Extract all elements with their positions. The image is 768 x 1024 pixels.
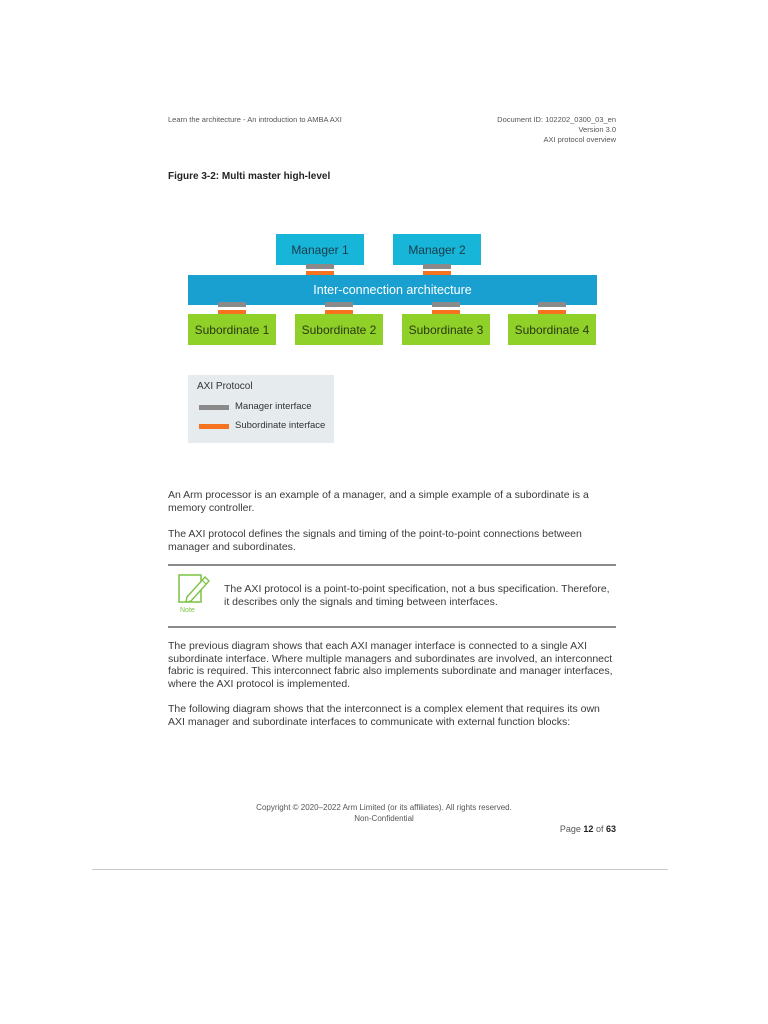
manager-2-manager-interface xyxy=(423,264,451,269)
sub-2-manager-interface xyxy=(325,302,353,307)
page-current: 12 xyxy=(583,824,594,834)
legend-title: AXI Protocol xyxy=(197,381,253,392)
page-prefix: Page xyxy=(559,824,581,834)
document-id: Document ID: 102202_0300_03_en xyxy=(497,115,616,124)
figure-title: Figure 3-2: Multi master high-level xyxy=(168,171,331,182)
sub-4-manager-interface xyxy=(538,302,566,307)
running-header-meta xyxy=(497,115,616,145)
sub-3-manager-interface xyxy=(432,302,460,307)
page-of: of xyxy=(595,824,604,834)
document-version: Version 3.0 xyxy=(578,125,616,134)
interconnect-box: Inter-connection architecture xyxy=(188,275,597,305)
legend-subordinate-label: Subordinate interface xyxy=(235,420,326,431)
note-top-rule xyxy=(168,564,616,566)
paragraph-3: The previous diagram shows that each AXI manager interface is connected to a single AXI subordinate interface. Where multiple managers and subordinates are involved, an interconnect fabric is required. This interconnect fabric also implements subordinate and manager interfaces, where the AXI protocol is implemented. xyxy=(168,640,613,690)
note-pencil-icon xyxy=(178,573,212,613)
subordinate-4-box: Subordinate 4 xyxy=(508,314,596,345)
manager-2-box: Manager 2 xyxy=(393,234,481,265)
note-label: Note xyxy=(180,607,195,613)
legend-subordinate-swatch xyxy=(199,424,229,429)
footer-copyright: Copyright © 2020–2022 Arm Limited (or its affiliates). All rights reserved. xyxy=(256,803,512,812)
note-bottom-rule xyxy=(168,626,616,628)
paragraph-4: The following diagram shows that the interconnect is a complex element that requires its own AXI manager and subordinate interfaces to communicate with external function blocks: xyxy=(168,703,600,728)
subordinate-1-box: Subordinate 1 xyxy=(188,314,276,345)
paragraph-2: The AXI protocol defines the signals and timing of the point-to-point connections between manager and subordinates. xyxy=(168,528,582,553)
manager-1-manager-interface xyxy=(306,264,334,269)
footer-confidentiality: Non-Confidential xyxy=(354,814,414,823)
diagram-legend xyxy=(188,375,334,443)
sub-1-manager-interface xyxy=(218,302,246,307)
paragraph-1: An Arm processor is an example of a manager, and a simple example of a subordinate is a memory controller. xyxy=(168,489,589,514)
page-number xyxy=(560,824,616,834)
section-name: AXI protocol overview xyxy=(543,135,616,144)
note-text: The AXI protocol is a point-to-point specification, not a bus specification. Therefore, it describes only the signals and timing between interfaces. xyxy=(224,583,610,608)
subordinate-3-box: Subordinate 3 xyxy=(402,314,490,345)
page-total: 63 xyxy=(605,824,616,834)
legend-manager-label: Manager interface xyxy=(235,401,312,412)
running-header-title: Learn the architecture - An introduction to AMBA AXI xyxy=(168,115,342,124)
legend-manager-swatch xyxy=(199,405,229,410)
subordinate-2-box: Subordinate 2 xyxy=(295,314,383,345)
manager-1-box: Manager 1 xyxy=(276,234,364,265)
page-bottom-rule xyxy=(92,869,668,870)
